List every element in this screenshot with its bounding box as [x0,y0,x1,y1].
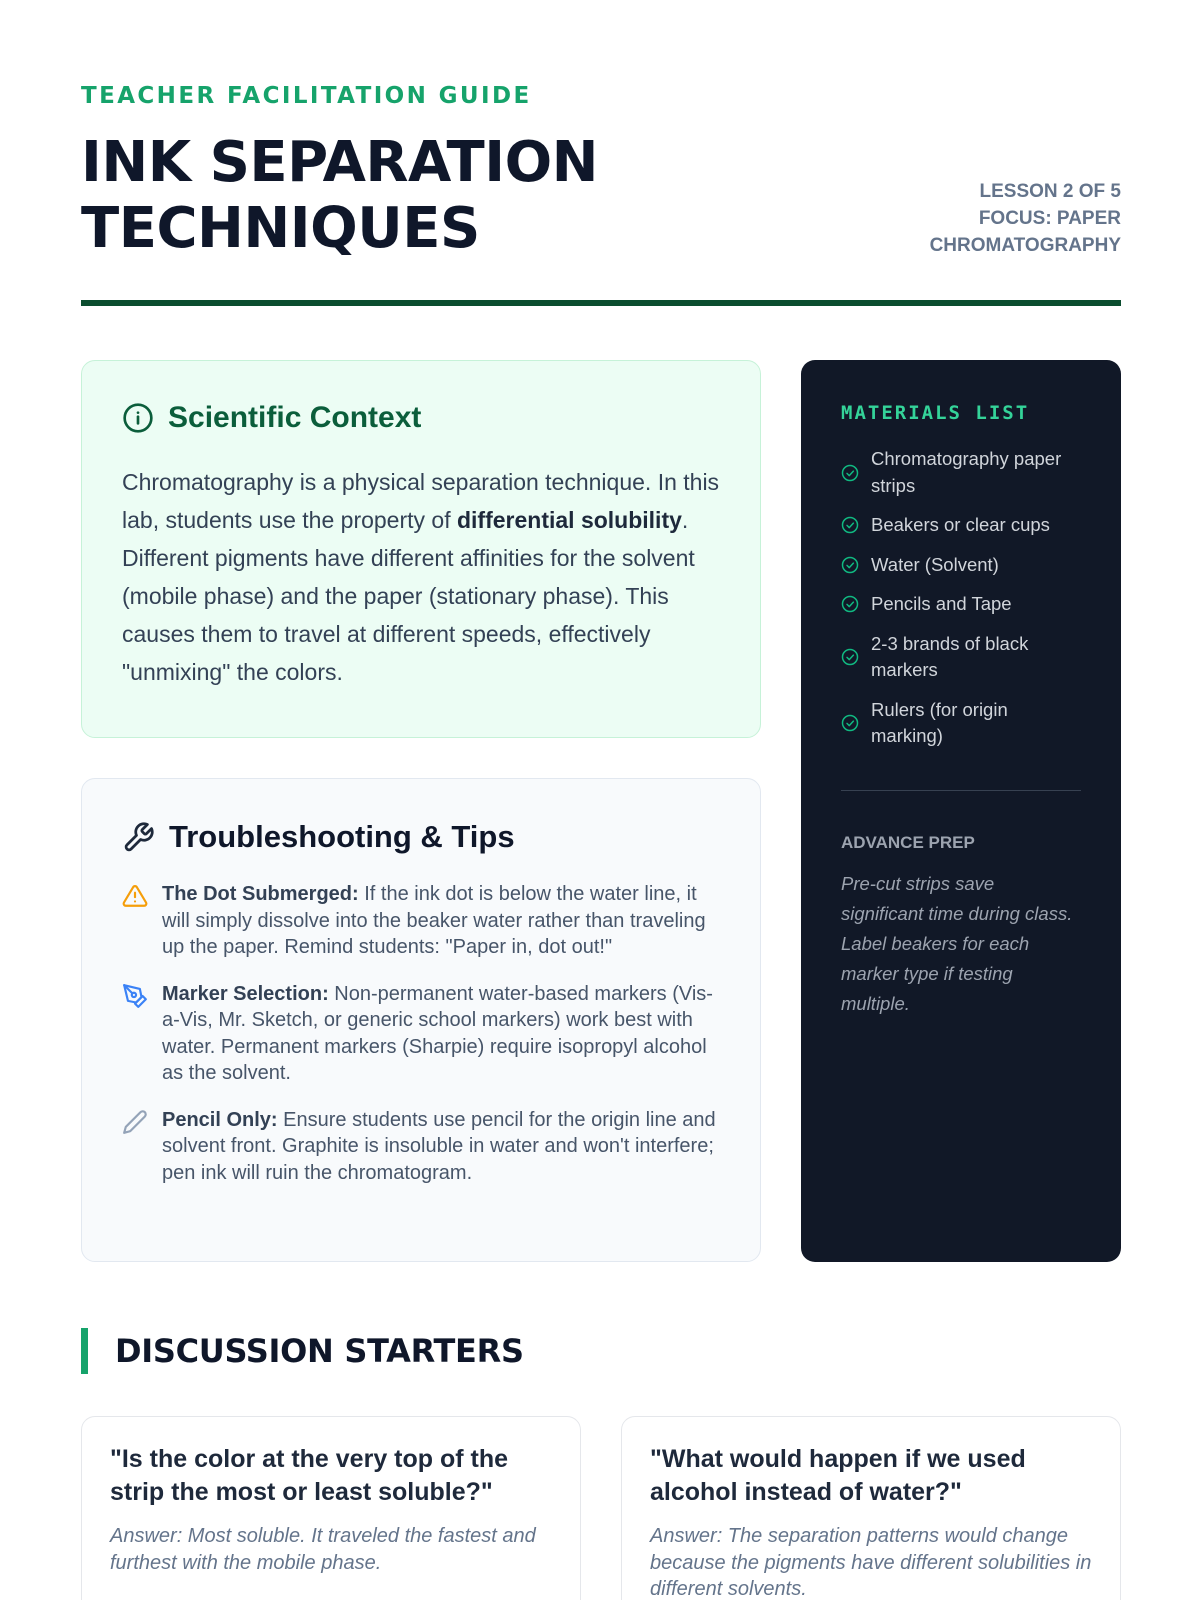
wrench-icon [122,821,155,854]
discussion-answer: Answer: The separation patterns would change because the pigments have different solubilities in different solvents. [650,1525,1092,1600]
tip-item [122,1107,720,1187]
pen-tool-icon [122,983,148,1009]
material-item [841,591,1081,618]
advance-prep-text: Pre-cut strips save significant time during class. Label beakers for each marker type if testing multiple. [841,872,1073,1014]
troubleshooting-card [81,778,761,1262]
lesson-meta [930,178,1121,259]
lesson-focus-topic: CHROMATOGRAPHY [929,235,1121,256]
tip-text [162,881,720,961]
material-label: Rulers (for origin marking) [871,698,1008,746]
header-divider [81,300,1121,306]
tip-text [162,981,720,1087]
discussion-answer: Answer: Most soluble. It traveled the fastest and furthest with the mobile phase. [110,1525,536,1574]
scientific-context-header [122,401,720,435]
title-line-2: TECHNIQUES [81,196,480,261]
material-item [841,512,1081,539]
page [81,0,1121,1600]
lesson-focus: FOCUS: PAPER [978,208,1121,229]
tip-item [122,981,720,1087]
troubleshooting-title: Troubleshooting & Tips [169,819,515,854]
tip-item [122,881,720,961]
check-circle-icon [841,595,859,613]
material-label: Pencils and Tape [871,593,1012,614]
material-item [841,631,1081,684]
scientific-context-card [81,360,761,738]
advance-prep-title: ADVANCE PREP [841,832,975,852]
check-circle-icon [841,714,859,732]
context-text-start: Chromatography is a physical separation technique. In this lab, students use the property of [122,469,720,533]
material-label: Water (Solvent) [871,553,999,575]
guide-eyebrow: TEACHER FACILITATION GUIDE [81,83,532,109]
check-circle-icon [841,648,859,666]
material-item [841,446,1081,499]
materials-sidebar [801,360,1121,1262]
discussion-title: DISCUSSION STARTERS [115,1332,524,1370]
check-circle-icon [841,464,859,482]
discussion-question: "What would happen if we used alcohol instead of water?" [650,1445,1026,1506]
check-circle-icon [841,556,859,574]
material-label: Beakers or clear cups [871,514,1050,535]
discussion-question: "Is the color at the very top of the strip the most or least soluble?" [110,1445,509,1506]
page-title [81,130,598,262]
warning-icon [122,883,148,909]
troubleshooting-header [122,819,720,855]
tips-list [122,881,720,1186]
tip-body: Ensure students use pencil for the origin line and solvent front. Graphite is insoluble in water and won't interfere; pen ink will ruin the chromatogram. [162,1108,716,1184]
lesson-number: LESSON 2 OF 5 [979,181,1121,202]
tip-body: If the ink dot is below the water line, it will simply dissolve into the beaker water rather than traveling up the paper. Remind students: "Paper in, dot out!" [162,883,706,958]
material-label: Chromatography paper strips [871,448,1062,496]
materials-title: MATERIALS LIST [841,402,1030,424]
scientific-context-title: Scientific Context [168,401,422,434]
tip-label: Pencil Only: [162,1108,278,1131]
discussion-card [621,1416,1121,1600]
tip-label: Marker Selection: [162,982,329,1005]
tip-body: Non-permanent water-based markers (Vis-a-Vis, Mr. Sketch, or generic school markers) work best with water. Permanent markers (Sharpie) require isopropyl alcohol as the solvent. [162,982,713,1084]
check-circle-icon [841,516,859,534]
tip-label: The Dot Submerged: [162,883,359,905]
materials-list [841,446,1081,750]
material-item [841,552,1081,579]
discussion-card [81,1416,581,1600]
material-item [841,697,1081,750]
context-key-term: differential solubility [456,507,682,533]
sidebar-divider [841,790,1081,791]
info-icon [122,402,154,434]
material-label: 2-3 brands of black markers [871,632,1029,680]
pencil-icon [122,1109,148,1135]
context-text-end: . Different pigments have different affinities for the solvent (mobile phase) and the paper (stationary phase). This causes them to travel at different speeds, effectively "unmixing" the colors. [122,507,695,685]
scientific-context-text [122,463,720,691]
discussion-header [81,1328,524,1374]
title-line-1: INK SEPARATION [81,130,599,195]
tip-text [162,1107,720,1187]
